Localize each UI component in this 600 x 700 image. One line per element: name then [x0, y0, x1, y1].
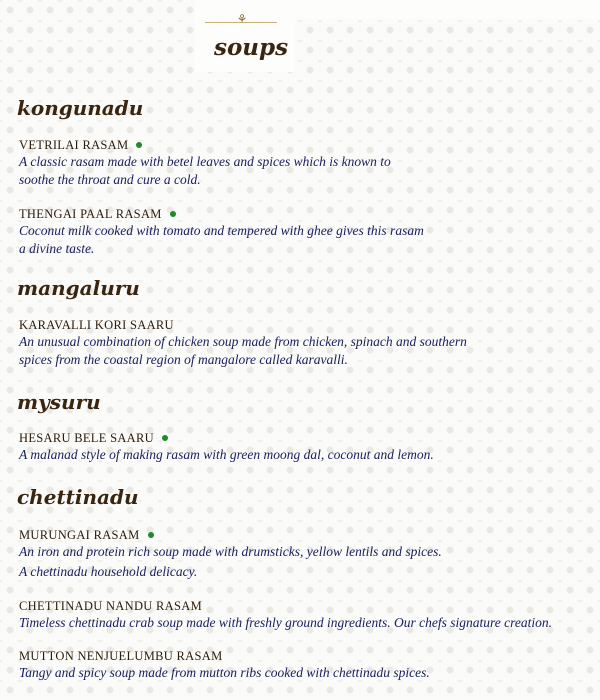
menu-item-name: MUTTON NENJUELUMBU RASAM: [19, 649, 223, 663]
menu-item-description: spices from the coastal region of mangalore called karavalli.: [19, 352, 348, 367]
menu-item-description: An iron and protein rich soup made with drumsticks, yellow lentils and spices.: [19, 544, 442, 559]
menu-item-name: KARAVALLI KORI SAARU: [19, 318, 174, 332]
section-heading-kongunadu: kongunadu: [17, 96, 144, 120]
menu-item-name: THENGAI PAAL RASAM: [19, 207, 176, 222]
menu-item-name: CHETTINADU NANDU RASAM: [19, 599, 202, 613]
menu-item-description: Coconut milk cooked with tomato and tempered with ghee gives this rasam: [19, 223, 424, 238]
menu-item-description: A chettinadu household delicacy.: [19, 564, 198, 579]
menu-item-name: HESARU BELE SAARU: [19, 431, 168, 446]
menu-item-name: MURUNGAI RASAM: [19, 528, 154, 543]
menu-item-description: Timeless chettinadu crab soup made with freshly ground ingredients. Our chefs signature creation.: [19, 615, 552, 630]
veg-indicator-icon: [162, 435, 168, 441]
header-strip: [276, 0, 600, 18]
menu-item-name: VETRILAI RASAM: [19, 138, 142, 153]
section-heading-chettinadu: chettinadu: [17, 485, 139, 509]
section-heading-mangaluru: mangaluru: [17, 276, 140, 300]
veg-indicator-icon: [136, 142, 142, 148]
menu-item-description: An unusual combination of chicken soup made from chicken, spinach and southern: [19, 334, 467, 349]
page-title: soups: [214, 34, 289, 61]
leaf-ornament-icon: ⚘: [236, 12, 248, 26]
veg-indicator-icon: [170, 211, 176, 217]
section-heading-mysuru: mysuru: [17, 390, 101, 414]
menu-item-description: a divine taste.: [19, 241, 95, 256]
veg-indicator-icon: [148, 532, 154, 538]
menu-item-description: Tangy and spicy soup made from mutton ribs cooked with chettinadu spices.: [19, 665, 430, 680]
menu-item-description: A malanad style of making rasam with green moong dal, coconut and lemon.: [19, 447, 434, 462]
menu-item-description: soothe the throat and cure a cold.: [19, 172, 201, 187]
menu-item-description: A classic rasam made with betel leaves and spices which is known to: [19, 154, 391, 169]
